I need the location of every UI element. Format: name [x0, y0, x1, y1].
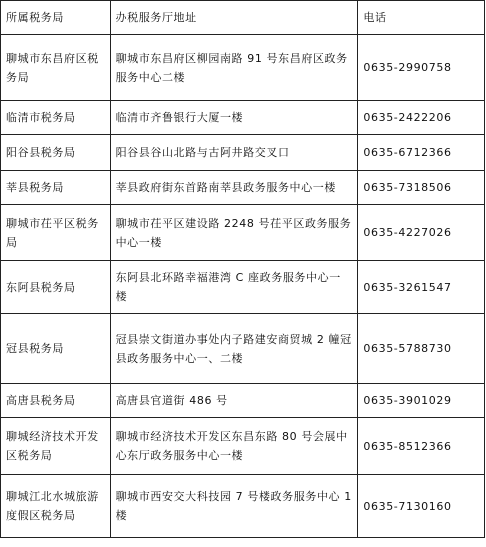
cell-address: 莘县政府街东首路南莘县政务服务中心一楼: [110, 171, 358, 205]
table-row: [1, 475, 485, 538]
cell-address: 东阿县北环路幸福港湾 C 座政务服务中心一楼: [110, 261, 358, 314]
header-address: 办税服务厅地址: [110, 1, 358, 35]
cell-phone: 0635-8512366: [358, 418, 485, 475]
cell-address: 高唐县官道街 486 号: [110, 384, 358, 418]
cell-phone: 0635-3261547: [358, 261, 485, 314]
cell-address: 聊城市茌平区建设路 2248 号茌平区政务服务中心一楼: [110, 205, 358, 261]
cell-address: 聊城市西安交大科技园 7 号楼政务服务中心 1 楼: [110, 475, 358, 538]
table-row: [1, 384, 485, 418]
cell-bureau: 临清市税务局: [1, 101, 111, 135]
cell-bureau: 冠县税务局: [1, 314, 111, 384]
cell-address: 冠县崇文街道办事处内子路建安商贸城 2 幢冠县政务服务中心一、二楼: [110, 314, 358, 384]
cell-address: 聊城市东昌府区柳园南路 91 号东昌府区政务服务中心二楼: [110, 35, 358, 101]
table-row: [1, 35, 485, 101]
table-row: [1, 171, 485, 205]
table-body: [1, 35, 485, 538]
cell-phone: 0635-7318506: [358, 171, 485, 205]
cell-phone: 0635-6712366: [358, 135, 485, 171]
table-row: [1, 135, 485, 171]
table-row: [1, 418, 485, 475]
cell-address: 阳谷县谷山北路与古阿井路交叉口: [110, 135, 358, 171]
cell-address: 临清市齐鲁银行大厦一楼: [110, 101, 358, 135]
table-row: [1, 205, 485, 261]
cell-phone: 0635-7130160: [358, 475, 485, 538]
cell-bureau: 阳谷县税务局: [1, 135, 111, 171]
cell-bureau: 聊城市茌平区税务局: [1, 205, 111, 261]
cell-bureau: 聊城市东昌府区税务局: [1, 35, 111, 101]
table-row: [1, 261, 485, 314]
cell-bureau: 聊城经济技术开发区税务局: [1, 418, 111, 475]
cell-phone: 0635-2990758: [358, 35, 485, 101]
table-header-row: [1, 1, 485, 35]
cell-phone: 0635-4227026: [358, 205, 485, 261]
cell-bureau: 莘县税务局: [1, 171, 111, 205]
cell-address: 聊城市经济技术开发区东昌东路 80 号会展中心东厅政务服务中心一楼: [110, 418, 358, 475]
cell-bureau: 东阿县税务局: [1, 261, 111, 314]
cell-phone: 0635-2422206: [358, 101, 485, 135]
table-row: [1, 314, 485, 384]
header-phone: 电话: [358, 1, 485, 35]
cell-phone: 0635-3901029: [358, 384, 485, 418]
header-bureau: 所属税务局: [1, 1, 111, 35]
cell-phone: 0635-5788730: [358, 314, 485, 384]
table-header: [1, 1, 485, 35]
cell-bureau: 高唐县税务局: [1, 384, 111, 418]
table-row: [1, 101, 485, 135]
cell-bureau: 聊城江北水城旅游度假区税务局: [1, 475, 111, 538]
